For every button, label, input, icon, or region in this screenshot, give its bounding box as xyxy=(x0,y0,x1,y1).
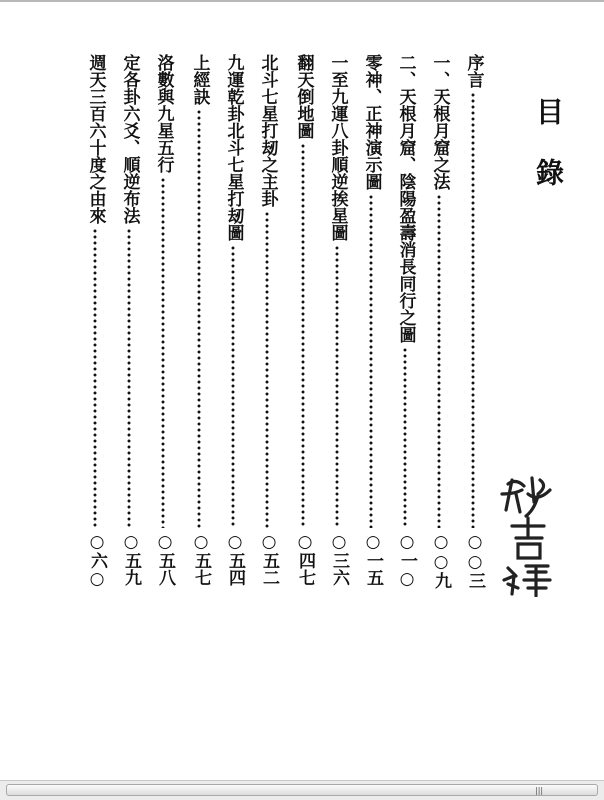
toc-leader-dots xyxy=(161,177,165,528)
toc-entry-title: 週天三百六十度之由來 xyxy=(85,54,106,224)
toc-entry xyxy=(188,54,210,594)
toc-entry-page: ○四七 xyxy=(295,532,315,586)
toc-entry xyxy=(394,54,416,594)
toc-entry-title: 翻天倒地圖 xyxy=(293,54,314,139)
toc-entry-page: ○○九 xyxy=(431,532,451,589)
toc-entry-page: ○六○ xyxy=(87,532,107,589)
toc-entry xyxy=(118,54,140,594)
toc-entry xyxy=(292,54,314,594)
scrollbar-thumb[interactable] xyxy=(6,784,598,796)
toc-leader-dots xyxy=(231,245,235,528)
toc-entry-page: ○○三 xyxy=(465,532,485,589)
toc-entry-page: ○五二 xyxy=(259,532,279,586)
signature-stamp xyxy=(498,472,558,597)
page-title xyxy=(528,97,564,197)
toc-leader-dots xyxy=(93,228,97,528)
toc-entry-page: ○五四 xyxy=(225,532,245,586)
toc-entry xyxy=(84,54,106,594)
toc-leader-dots xyxy=(301,143,305,528)
toc-leader-dots xyxy=(197,109,201,528)
toc-entry-title: 一至九運八卦順逆挨星圖 xyxy=(327,54,348,241)
toc-leader-dots xyxy=(403,347,407,528)
page-title-text: 目 錄 xyxy=(532,97,565,186)
toc-entry xyxy=(428,54,450,594)
toc-entry-title: 洛數與九星五行 xyxy=(153,54,174,173)
toc-entry xyxy=(152,54,174,594)
toc-leader-dots xyxy=(265,211,269,528)
toc-entry-page: ○三六 xyxy=(329,532,349,586)
toc-entry-title: 北斗七星打刼之主卦 xyxy=(257,54,278,207)
horizontal-scrollbar[interactable] xyxy=(0,780,604,800)
toc-entry-title: 序言 xyxy=(463,54,484,88)
document-page xyxy=(0,2,604,780)
toc-entry xyxy=(326,54,348,594)
toc-leader-dots xyxy=(369,194,373,528)
toc-entry xyxy=(222,54,244,594)
scrollbar-grip-icon: ||| xyxy=(535,786,544,795)
toc-leader-dots xyxy=(437,194,441,528)
toc-entry-page: ○一五 xyxy=(363,532,383,586)
toc-entry-title: 零神、正神演示圖 xyxy=(361,54,382,190)
toc-leader-dots xyxy=(335,245,339,528)
toc-leader-dots xyxy=(127,228,131,528)
toc-entry-page: ○五九 xyxy=(121,532,141,586)
toc-entry-title: 九運乾卦北斗七星打刼圖 xyxy=(223,54,244,241)
toc-entry xyxy=(256,54,278,594)
toc-entry xyxy=(360,54,382,594)
toc-entry-page: ○五八 xyxy=(155,532,175,586)
toc-leader-dots xyxy=(471,92,475,528)
toc-entry-page: ○一○ xyxy=(397,532,417,589)
toc-entry-page: ○五七 xyxy=(191,532,211,586)
toc-entry-title: 定各卦六爻、順逆布法 xyxy=(119,54,140,224)
toc-entry-title: 上經訣 xyxy=(189,54,210,105)
toc-entry-title: 二、天根月窟、陰陽盈壽消長同行之圖 xyxy=(395,54,416,343)
toc-entry-title: 一、天根月窟之法 xyxy=(429,54,450,190)
toc-entry xyxy=(462,54,484,594)
